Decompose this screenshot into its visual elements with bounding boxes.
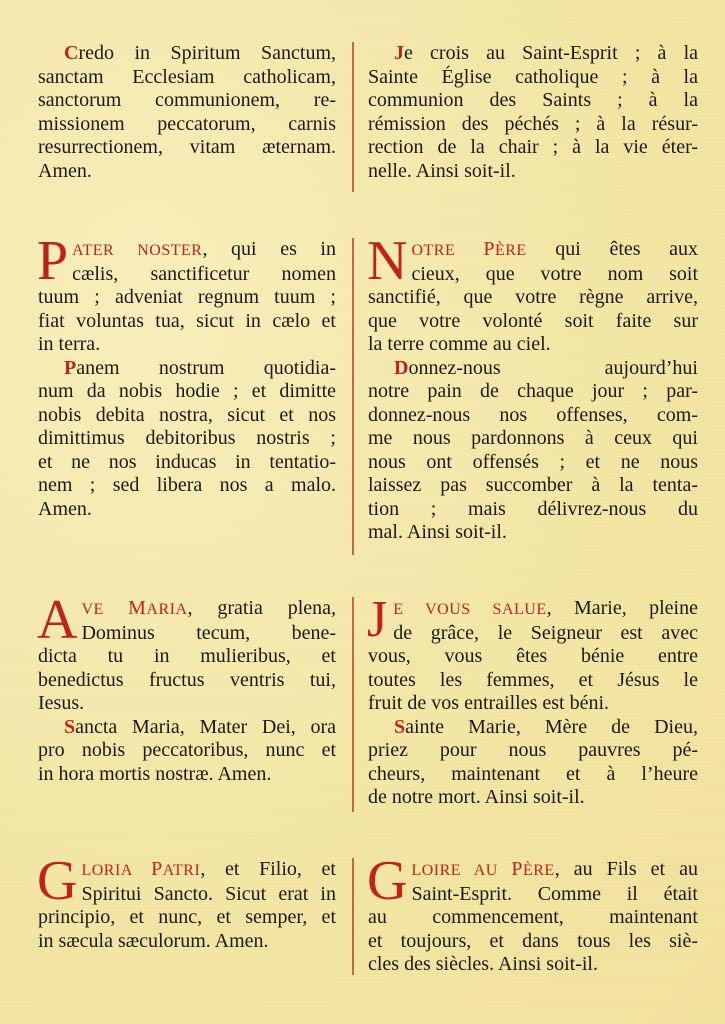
text-line: cælis, sanctificetur nomen [72,262,336,285]
rubric-smallcaps [81,858,201,880]
smallcaps-word: LORIA [81,862,132,879]
gloria-patri-latin [37,850,336,953]
column-divider [352,238,354,555]
text-line: benedictus fructus ventris tui, [38,668,336,691]
text-run: redo in Spiritum Sanctum, [78,42,336,64]
text-line [38,42,336,66]
text-line: in sæcula sæculorum. Amen. [38,929,269,952]
text-line: principio, et nunc, et semper, et [38,906,336,928]
text-line [368,357,698,381]
text-line [368,238,698,263]
text-line: mal. Ainsi soit-il. [368,521,507,543]
drop-cap: A [37,589,78,651]
column-divider [352,858,354,975]
text-line: tion ; mais délivrez-nous du [368,497,698,520]
text-line: communion des Saints ; à la [368,89,698,111]
text-line: Amen. [38,159,92,182]
text-run: ainte Marie, Mère de Dieu, [405,715,698,738]
text-line: sanctam Ecclesiam catholicam, [38,65,336,88]
text-line: Amen. [38,497,92,520]
pater-noster-latin [37,230,336,521]
text-run: , et Filio, et [200,858,336,880]
text-line: dimittimus debitoribus nostris ; [38,427,336,449]
text-line: notre pain de chaque jour ; par- [368,380,698,402]
text-line: au commencement, maintenant [368,906,698,928]
text-line: me nous pardonnons à ceux qui [368,427,698,449]
text-line: fiat voluntas tua, sicut in cælo et [38,309,336,332]
drop-cap: P [37,230,69,292]
text-line: in terra. [38,333,101,355]
text-line [38,858,336,883]
text-line: donnez-nous nos offenses, com- [368,403,698,426]
text-line [368,858,698,883]
text-line: nem ; sed libera nos a malo. [38,474,336,496]
text-line: priez pour nous pauvres pé- [368,739,698,761]
smallcaps-word: ATRI [162,862,201,879]
text-line [38,716,336,740]
je-vous-salue-french [367,591,698,810]
text-line: resurrectionem, vitam æternam. [38,136,336,158]
text-line: num da nobis hodie ; et dimitte [38,380,336,402]
smallcaps-capital: P [511,858,523,880]
text-run: anem nostrum quotidia- [76,356,336,379]
text-run: onnez-nous aujourd’hui [408,356,698,379]
text-line: Sainte Église catholique ; à la [368,65,698,88]
smallcaps-word: ÈRE [494,242,527,259]
text-line: Dominus tecum, bene- [81,621,336,644]
text-run: , qui es in [202,238,336,260]
text-run: ancta Maria, Mater Dei, ora [75,715,336,738]
text-line: Iesus. [38,692,85,714]
smallcaps-word: VE [81,601,104,618]
text-line: nobis debita nostra, sicut et nos [38,403,336,426]
text-line: dicta tu in mulieribus, et [38,645,336,667]
rubric-smallcaps [81,597,188,619]
drop-cap: G [37,850,78,912]
text-line: tuum ; adveniat regnum tuum ; [38,286,336,308]
text-line [368,42,698,66]
initial-letter: J [394,42,404,64]
text-line: de grâce, le Seigneur est avec [393,621,698,644]
text-line: toutes les femmes, et Jésus le [368,668,698,691]
text-line [38,357,336,381]
text-line: missionem peccatorum, carnis [38,112,336,135]
smallcaps-capital: P [483,238,495,260]
text-line: fruit de vos entrailles est béni. [368,692,610,714]
text-line: que votre volonté soit faite sur [368,309,698,332]
drop-cap: N [367,230,408,292]
smallcaps-word: ÈRE [522,862,555,879]
text-run: , Marie, pleine [546,597,698,619]
drop-cap: J [367,591,388,648]
initial-letter: P [64,356,77,379]
text-line: nous ont offensés ; et ne nous [368,450,698,473]
text-line [38,238,336,263]
rubric-smallcaps [411,858,555,880]
column-divider [352,42,354,192]
credo-french [368,42,698,183]
smallcaps-capital: M [128,597,147,619]
gloire-au-pere-french [367,850,698,977]
rubric-smallcaps: ATER NOSTER [72,242,203,259]
text-run: , au Fils et au [554,858,698,880]
smallcaps-word: LOIRE AU [411,862,498,879]
text-line: rection de la chair ; à la vie éter- [368,136,698,158]
column-divider [352,597,354,812]
rubric-smallcaps: E VOUS SALUE [393,601,547,618]
text-line: Spiritui Sancto. Sicut erat in [81,882,336,905]
initial-letter: S [394,715,406,738]
text-line [38,597,336,622]
text-line: la terre comme au ciel. [368,333,551,355]
smallcaps-capital: P [151,858,163,880]
text-line: nelle. Ainsi soit-il. [368,159,516,182]
text-run: e crois au Saint-Esprit ; à la [404,42,698,64]
text-line: de notre mort. Ainsi soit-il. [368,786,585,808]
smallcaps-word: ARIA [146,601,188,618]
text-line: sanctifié, que votre règne arrive, [368,286,698,308]
text-line: cieux, que votre nom soit [411,262,698,285]
smallcaps-word: OTRE [411,242,456,259]
text-line: rémission des péchés ; à la résur- [368,112,698,135]
text-line: vous, vous êtes bénie entre [368,645,698,667]
initial-letter: S [64,715,76,738]
initial-letter: C [64,42,79,64]
text-line [368,597,698,622]
drop-cap: G [367,850,408,912]
text-line: et toujours, et dans tous les siè- [368,929,698,952]
text-line: in hora mortis nostræ. Amen. [38,762,272,785]
text-line: pro nobis peccatoribus, nunc et [38,739,336,761]
text-line [368,716,698,740]
text-run: , gratia plena, [187,597,336,619]
notre-pere-french [367,230,699,545]
initial-letter: D [394,356,409,379]
text-line: sanctorum communionem, re- [38,89,336,111]
text-line: et ne nos inducas in tentatio- [38,450,336,473]
text-line: cles des siècles. Ainsi soit-il. [368,953,598,975]
text-line: cheurs, maintenant et à l’heure [368,762,698,785]
ave-maria-latin [37,589,336,786]
rubric-smallcaps [411,238,527,260]
text-line: Saint-Esprit. Comme il était [411,882,698,905]
text-run: qui êtes aux [526,238,699,260]
text-line: laissez pas succomber à la tenta- [368,474,698,496]
credo-latin [38,42,336,183]
